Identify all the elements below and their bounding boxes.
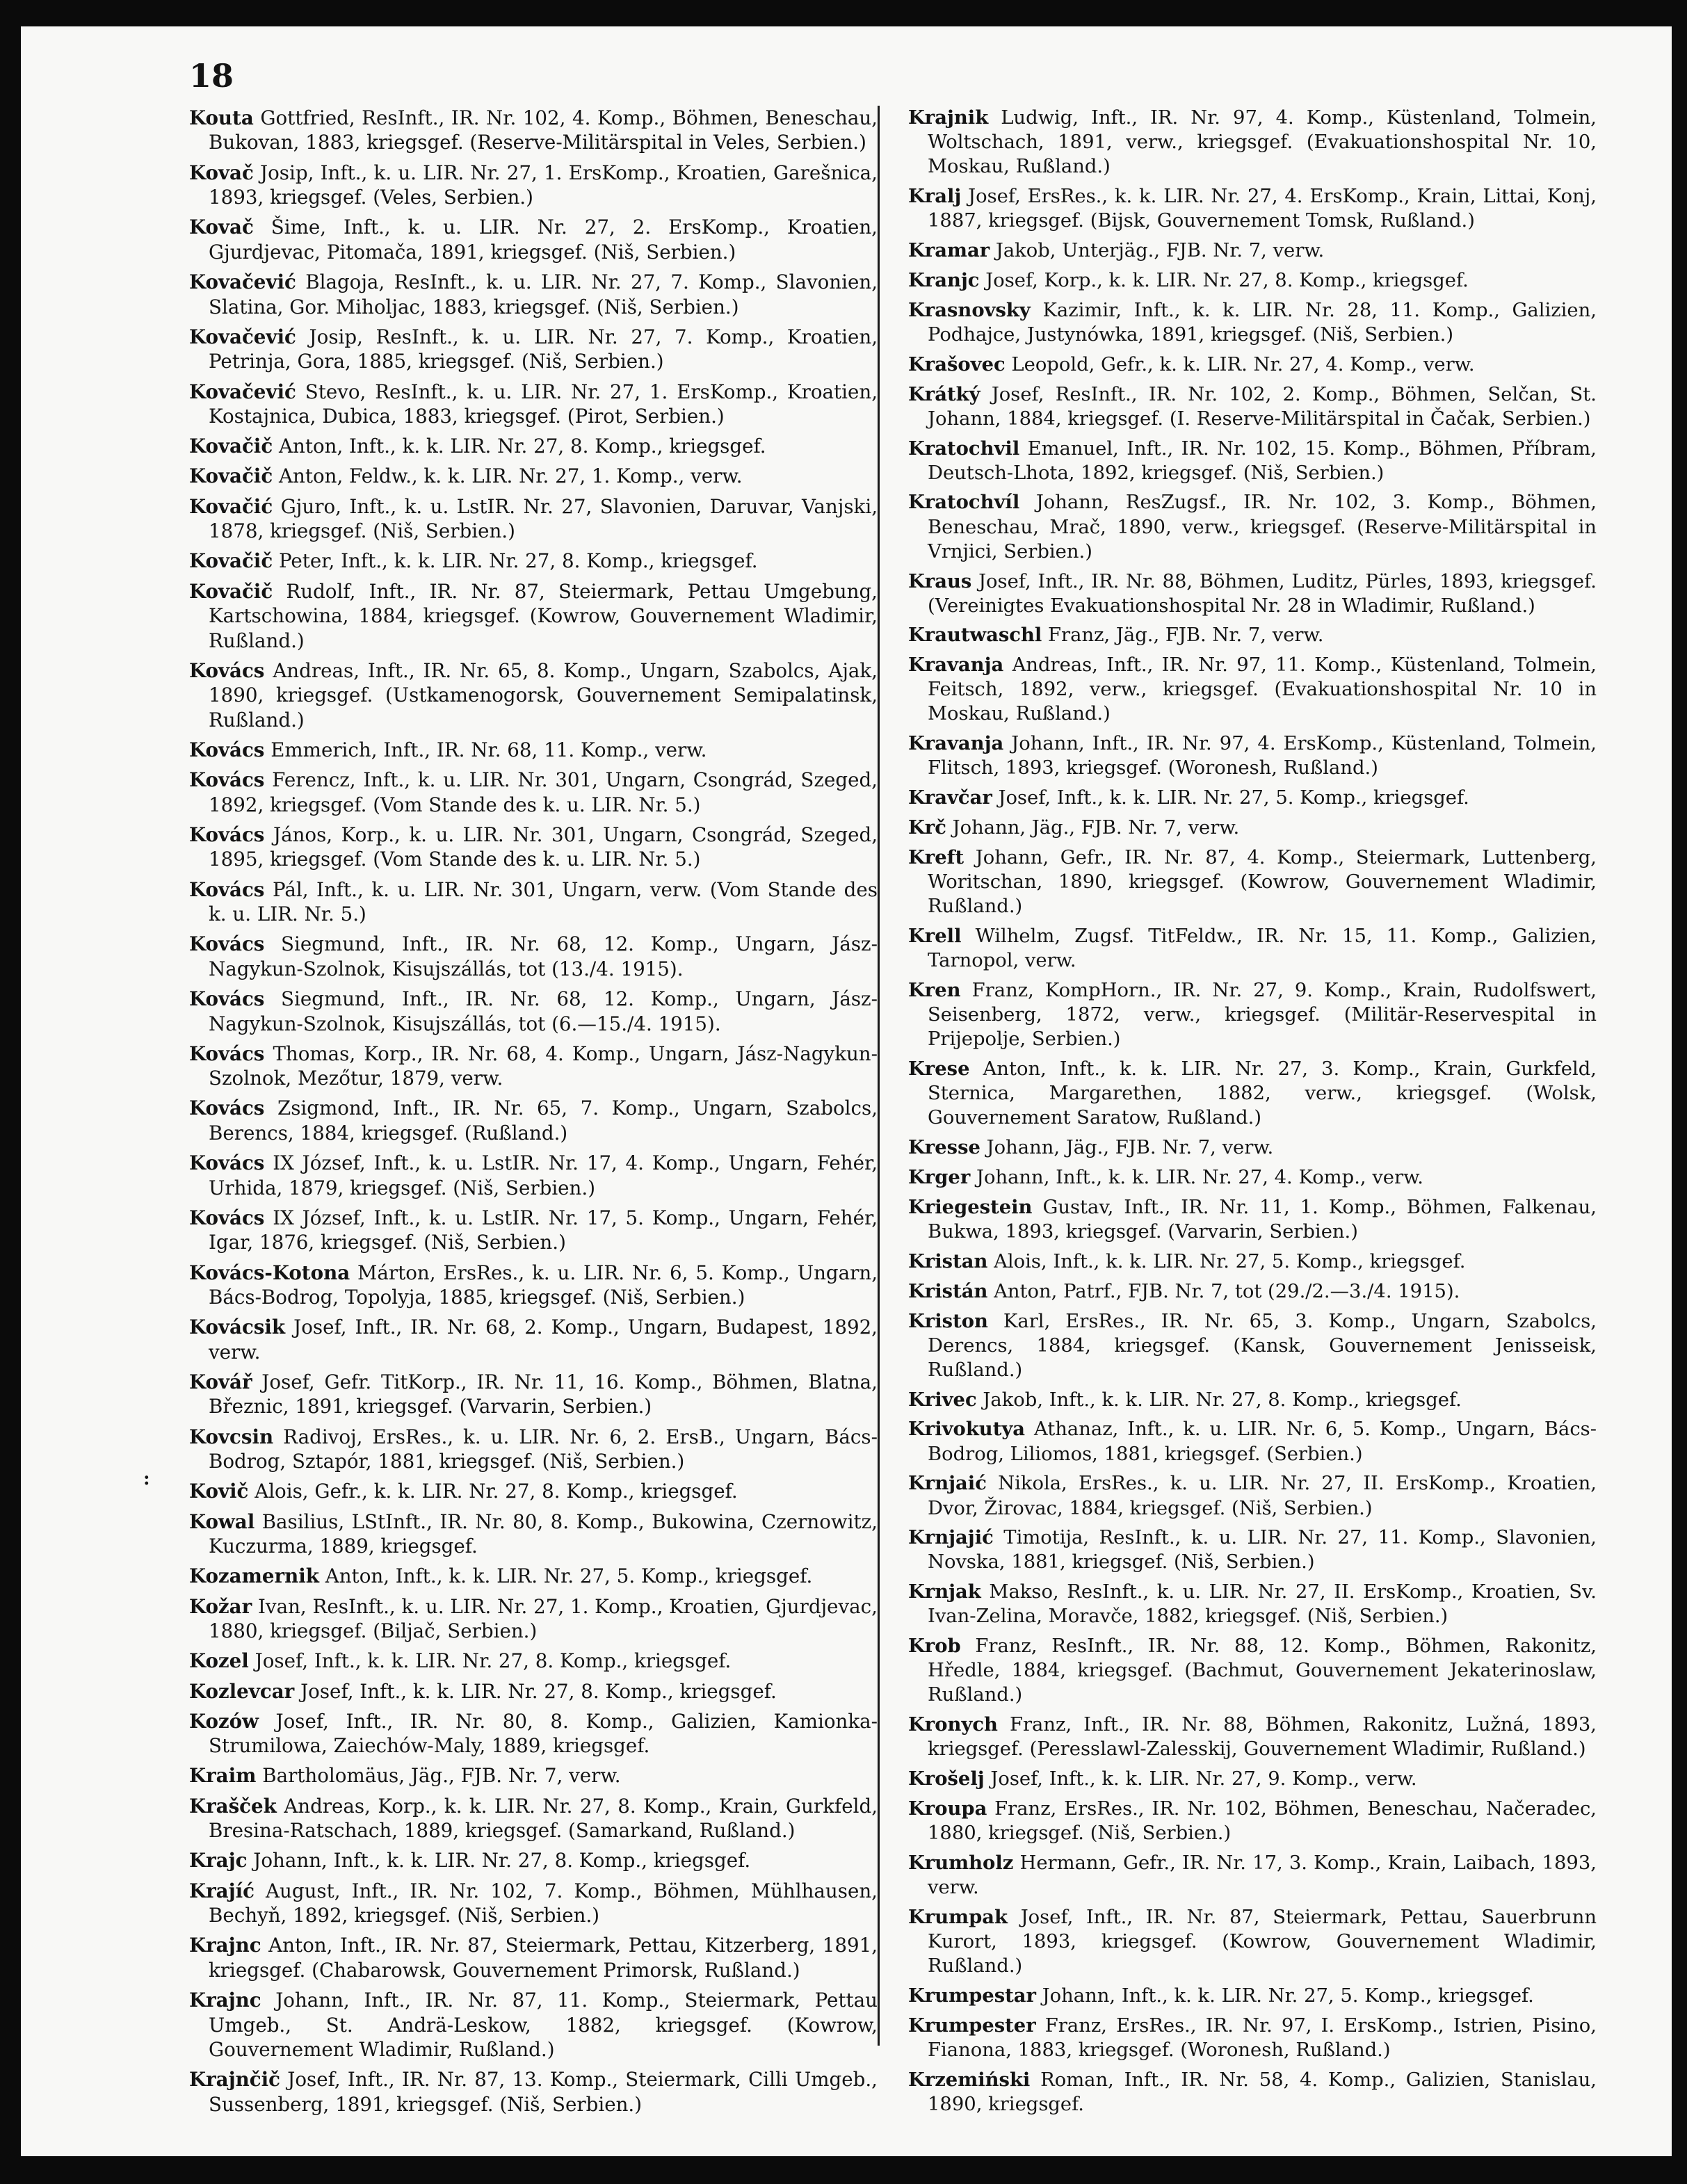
entry-surname: Kriegestein — [908, 1195, 1033, 1218]
entry-details: Emmerich, Inft., IR. Nr. 68, 11. Komp., verw. — [271, 738, 707, 761]
entry-surname: Kovačić — [189, 494, 273, 518]
scan-border-right — [1672, 0, 1687, 2184]
entry-details: Blagoja, ResInft., k. u. LIR. Nr. 27, 7. Komp., Slavonien, Slatina, Gor. Miholjac, 1883, kriegsgef. (Niš, Serbien.) — [209, 270, 878, 318]
entry-details: Basilius, LStInft., IR. Nr. 80, 8. Komp., Bukowina, Czernowitz, Kuczurma, 1889, kriegsgef. — [209, 1510, 878, 1558]
register-entry — [908, 1471, 1597, 1520]
entry-details: Radivoj, ErsRes., k. u. LIR. Nr. 6, 2. ErsB., Ungarn, Bács-Bodrog, Sztapór, 1881, kriegsgef. (Niš, Serbien.) — [209, 1425, 878, 1473]
entry-details: Anton, Inft., k. k. LIR. Nr. 27, 8. Komp., kriegsgef. — [279, 435, 766, 458]
entry-details: Pál, Inft., k. u. LIR. Nr. 301, Ungarn, verw. (Vom Stande des k. u. LIR. Nr. 5.) — [209, 877, 878, 926]
entry-surname: Kozel — [189, 1649, 249, 1673]
entry-surname: Krašovec — [908, 353, 1006, 375]
register-entry — [908, 786, 1597, 810]
register-entry — [189, 1988, 878, 2062]
entry-details: Kazimir, Inft., k. k. LIR. Nr. 28, 11. Komp., Galizien, Podhajce, Justynówka, 1891, kriegsgef. (Niš, Serbien.) — [928, 299, 1597, 346]
entry-details: Anton, Feldw., k. k. LIR. Nr. 27, 1. Komp., verw. — [279, 464, 743, 488]
register-entry — [189, 1479, 878, 1503]
entry-surname: Kovačič — [189, 579, 273, 603]
entry-surname: Kovács — [189, 823, 265, 846]
entry-surname: Krašček — [189, 1794, 277, 1818]
register-entry — [189, 1315, 878, 1364]
entry-surname: Krautwaschl — [908, 624, 1042, 647]
entry-surname: Kratochvíl — [908, 491, 1020, 514]
register-entry — [189, 932, 878, 981]
entry-surname: Kovačič — [189, 435, 273, 458]
entry-surname: Kozlevcar — [189, 1679, 295, 1703]
register-entry — [189, 434, 878, 458]
entry-details: Josef, Inft., IR. Nr. 87, Steiermark, Pettau, Sauerbrunn Kurort, 1893, kriegsgef. (Kowrow, Gouvernement Wladimir, Rußland.) — [928, 1907, 1597, 1977]
register-entry — [908, 978, 1597, 1051]
register-entry — [189, 768, 878, 817]
entry-details: Gjuro, Inft., k. u. LstIR. Nr. 27, Slavonien, Daruvar, Vanjski, 1878, kriegsgef. (Niš, Serbien.) — [209, 494, 878, 543]
entry-details: Franz, Jäg., FJB. Nr. 7, verw. — [1048, 624, 1324, 647]
entry-surname: Krob — [908, 1635, 961, 1658]
entry-surname: Kovič — [189, 1480, 249, 1503]
register-entry — [908, 653, 1597, 726]
register-entry — [908, 1713, 1597, 1761]
entry-details: Jakob, Inft., k. k. LIR. Nr. 27, 8. Komp., kriegsgef. — [983, 1389, 1462, 1411]
entry-details: Alois, Gefr., k. k. LIR. Nr. 27, 8. Komp., kriegsgef. — [255, 1480, 738, 1503]
entry-surname: Kristán — [908, 1279, 988, 1302]
entry-surname: Krger — [908, 1165, 971, 1188]
register-entry — [189, 1042, 878, 1091]
entry-details: Anton, Patrf., FJB. Nr. 7, tot (29./2.—3./4. 1915). — [994, 1280, 1460, 1302]
register-entry — [189, 106, 878, 155]
register-entry — [908, 298, 1597, 347]
register-entry — [908, 816, 1597, 840]
register-entry — [189, 161, 878, 210]
entry-details: Timotija, ResInft., k. u. LIR. Nr. 27, 11. Komp., Slavonien, Novska, 1881, kriegsgef. (Niš, Serbien.) — [928, 1527, 1597, 1574]
register-entry — [908, 1057, 1597, 1130]
scan-border-left — [0, 0, 21, 2184]
entry-surname: Kraim — [189, 1764, 257, 1788]
entry-details: Josip, Inft., k. u. LIR. Nr. 27, 1. ErsKomp., Kroatien, Garešnica, 1893, kriegsgef. (Veles, Serbien.) — [209, 161, 878, 209]
entry-details: Josef, Gefr. TitKorp., IR. Nr. 11, 16. Komp., Böhmen, Blatna, Březnic, 1891, kriegsgef. (Varvarin, Serbien.) — [209, 1370, 878, 1418]
entry-surname: Krumpester — [908, 2014, 1036, 2037]
entry-surname: Krošelj — [908, 1768, 985, 1790]
entry-details: Josef, ResInft., IR. Nr. 102, 2. Komp., Böhmen, Selčan, St. Johann, 1884, kriegsgef. (I. Reserve-Militärspital in Čačak, Serbien.) — [928, 383, 1597, 430]
entry-surname: Kozów — [189, 1709, 259, 1733]
register-entry — [189, 2067, 878, 2117]
entry-details: Anton, Inft., k. k. LIR. Nr. 27, 3. Komp., Krain, Gurkfeld, Sternica, Margarethen, 1882, verw., kriegsgef. (Wolsk, Gouvernement Saratow, Rußland.) — [928, 1058, 1597, 1129]
register-entry — [908, 846, 1597, 919]
entry-surname: Kovács — [189, 987, 265, 1011]
register-entry — [189, 215, 878, 264]
left-column — [189, 106, 878, 2122]
entry-details: Alois, Inft., k. k. LIR. Nr. 27, 5. Komp., kriegsgef. — [994, 1250, 1466, 1272]
entry-details: Johann, Jäg., FJB. Nr. 7, verw. — [952, 817, 1240, 839]
entry-details: Johann, Gefr., IR. Nr. 87, 4. Komp., Steiermark, Luttenberg, Woritschan, 1890, kriegsgef. (Kowrow, Gouvernement Wladimir, Rußland.) — [928, 847, 1597, 918]
entry-details: Wilhelm, Zugsf. TitFeldw., IR. Nr. 15, 11. Komp., Galizien, Tarnopol, verw. — [928, 925, 1597, 972]
entry-details: Ludwig, Inft., IR. Nr. 97, 4. Komp., Küstenland, Tolmein, Woltschach, 1891, verw., kriegsgef. (Evakuationshospital Nr. 10, Moskau, Rußland.) — [928, 107, 1597, 178]
entry-surname: Kovács — [189, 1097, 265, 1120]
entry-details: Franz, ErsRes., IR. Nr. 102, Böhmen, Beneschau, Načeradec, 1880, kriegsgef. (Niš, Serbien.) — [928, 1798, 1597, 1845]
register-entry — [189, 1261, 878, 1310]
entry-details: Josef, Inft., k. k. LIR. Nr. 27, 8. Komp., kriegsgef. — [300, 1679, 777, 1703]
register-entry — [189, 1425, 878, 1474]
entry-details: Johann, Jäg., FJB. Nr. 7, verw. — [986, 1137, 1274, 1159]
register-entry — [189, 1564, 878, 1588]
entry-details: Franz, KompHorn., IR. Nr. 27, 9. Komp., Krain, Rudolfswert, Seisenberg, 1872, verw., kriegsgef. (Militär-Reservespital in Prijepolje, Serbien.) — [928, 980, 1597, 1051]
entry-details: Josef, Inft., IR. Nr. 80, 8. Komp., Galizien, Kamionka-Strumilowa, Zaiechów-Maly, 1889, kriegsgef. — [209, 1709, 878, 1758]
entry-surname: Krnjaić — [908, 1472, 987, 1495]
entry-surname: Kovačević — [189, 270, 296, 294]
entry-surname: Kovács — [189, 932, 265, 956]
entry-surname: Krč — [908, 816, 946, 839]
entry-details: IX József, Inft., k. u. LstIR. Nr. 17, 5. Komp., Ungarn, Fehér, Igar, 1876, kriegsgef. (Niš, Serbien.) — [209, 1206, 878, 1254]
register-entry — [189, 1933, 878, 1982]
entry-details: Stevo, ResInft., k. u. LIR. Nr. 27, 1. ErsKomp., Kroatien, Kostajnica, Dubica, 1883, kriegsgef. (Pirot, Serbien.) — [209, 380, 878, 428]
entry-details: Anton, Inft., k. k. LIR. Nr. 27, 5. Komp., kriegsgef. — [325, 1564, 813, 1588]
entry-details: Ferencz, Inft., k. u. LIR. Nr. 301, Ungarn, Csongrád, Szeged, 1892, kriegsgef. (Vom Stande des k. u. LIR. Nr. 5.) — [209, 768, 878, 816]
register-entry — [908, 1984, 1597, 2008]
entry-details: Siegmund, Inft., IR. Nr. 68, 12. Komp., Ungarn, Jász-Nagykun-Szolnok, Kisujszállás, tot (13./4. 1915). — [209, 932, 878, 980]
register-entry — [908, 1135, 1597, 1160]
entry-surname: Kravčar — [908, 786, 992, 809]
entry-surname: Kouta — [189, 106, 254, 129]
entry-surname: Krajc — [189, 1849, 248, 1872]
register-entry — [189, 549, 878, 573]
entry-surname: Krzemiński — [908, 2068, 1031, 2091]
entry-surname: Krnjak — [908, 1580, 981, 1603]
entry-surname: Kovács — [189, 658, 265, 682]
register-entry — [189, 325, 878, 374]
entry-details: Josef, Korp., k. k. LIR. Nr. 27, 8. Komp., kriegsgef. — [985, 269, 1469, 291]
entry-details: Bartholomäus, Jäg., FJB. Nr. 7, verw. — [262, 1764, 621, 1788]
register-entry — [908, 1249, 1597, 1274]
entry-details: Márton, ErsRes., k. u. LIR. Nr. 6, 5. Komp., Ungarn, Bács-Bodrog, Topolyja, 1885, kriegsgef. (Niš, Serbien.) — [209, 1261, 878, 1309]
entry-details: Leopold, Gefr., k. k. LIR. Nr. 27, 4. Komp., verw. — [1011, 353, 1475, 375]
entry-details: Ivan, ResInft., k. u. LIR. Nr. 27, 1. Komp., Kroatien, Gjurdjevac, 1880, kriegsgef. (Biljač, Serbien.) — [209, 1594, 878, 1643]
register-entry — [908, 106, 1597, 179]
entry-details: Josip, ResInft., k. u. LIR. Nr. 27, 7. Komp., Kroatien, Petrinja, Gora, 1885, kriegsgef. (Niš, Serbien.) — [209, 325, 878, 373]
margin-mark: : — [143, 1469, 150, 1489]
register-entry — [189, 464, 878, 488]
entry-details: Josef, Inft., k. k. LIR. Nr. 27, 8. Komp., kriegsgef. — [255, 1649, 732, 1673]
entry-details: Gustav, Inft., IR. Nr. 11, 1. Komp., Böhmen, Falkenau, Bukwa, 1893, kriegsgef. (Varvarin, Serbien.) — [928, 1196, 1597, 1243]
entry-details: János, Korp., k. u. LIR. Nr. 301, Ungarn, Csongrád, Szeged, 1895, kriegsgef. (Vom Stande des k. u. LIR. Nr. 5.) — [209, 823, 878, 871]
register-entry — [908, 623, 1597, 647]
register-entry — [189, 1206, 878, 1255]
register-entry — [189, 658, 878, 732]
register-entry — [189, 380, 878, 429]
entry-surname: Kovács — [189, 738, 265, 761]
register-entry — [189, 877, 878, 927]
register-entry — [189, 494, 878, 544]
entry-surname: Kreft — [908, 846, 964, 869]
column-divider — [878, 106, 880, 2046]
entry-details: Jakob, Unterjäg., FJB. Nr. 7, verw. — [995, 239, 1325, 261]
entry-surname: Kovačević — [189, 380, 296, 403]
entry-surname: Kovácsik — [189, 1316, 286, 1339]
entry-details: August, Inft., IR. Nr. 102, 7. Komp., Böhmen, Mühlhausen, Bechyň, 1892, kriegsgef. (Niš, Serbien.) — [209, 1879, 878, 1927]
entry-details: Johann, Inft., k. k. LIR. Nr. 27, 4. Komp., verw. — [976, 1166, 1423, 1188]
entry-details: Johann, Inft., IR. Nr. 97, 4. ErsKomp., Küstenland, Tolmein, Flitsch, 1893, kriegsgef. (Woronesh, Rußland.) — [928, 733, 1597, 779]
register-entry — [189, 738, 878, 762]
entry-details: Josef, Inft., k. k. LIR. Nr. 27, 5. Komp., kriegsgef. — [998, 787, 1469, 809]
entry-surname: Krivokutya — [908, 1418, 1026, 1441]
entry-details: IX József, Inft., k. u. LstIR. Nr. 17, 4. Komp., Ungarn, Fehér, Urhida, 1879, kriegsgef. (Niš, Serbien.) — [209, 1151, 878, 1199]
entry-surname: Kristan — [908, 1249, 988, 1272]
entry-surname: Kovačič — [189, 464, 273, 488]
entry-surname: Kramar — [908, 238, 990, 261]
register-entry — [189, 1510, 878, 1559]
register-entry — [189, 1763, 878, 1788]
register-entry — [908, 1526, 1597, 1574]
entry-surname: Kovács-Kotona — [189, 1261, 350, 1284]
entry-surname: Kovačević — [189, 325, 296, 348]
entry-surname: Kovač — [189, 161, 254, 184]
register-entry — [908, 1165, 1597, 1190]
entry-surname: Kozamernik — [189, 1564, 319, 1588]
page-number: 18 — [189, 57, 234, 95]
entry-surname: Kraus — [908, 569, 972, 592]
entry-details: Karl, ErsRes., IR. Nr. 65, 3. Komp., Ungarn, Szabolcs, Derencs, 1884, kriegsgef. (Kansk, Gouvernement Jenisseisk, Rußland.) — [928, 1310, 1597, 1381]
entry-details: Josef, Inft., IR. Nr. 87, 13. Komp., Steiermark, Cilli Umgeb., Sussenberg, 1891, kriegsgef. (Niš, Serbien.) — [209, 2068, 878, 2116]
entry-details: Roman, Inft., IR. Nr. 58, 4. Komp., Galizien, Stanislau, 1890, kriegsgef. — [928, 2069, 1597, 2115]
entry-details: Johann, ResZugsf., IR. Nr. 102, 3. Komp., Böhmen, Beneschau, Mrač, 1890, verw., kriegsgef. (Reserve-Militärspital in Vrnjici, Serbien.) — [928, 492, 1597, 563]
entry-details: Franz, ErsRes., IR. Nr. 97, I. ErsKomp., Istrien, Pisino, Fianona, 1883, kriegsgef. (Woronesh, Rußland.) — [928, 2014, 1597, 2062]
register-entry — [908, 1767, 1597, 1791]
register-entry — [189, 1151, 878, 1200]
entry-surname: Krajnc — [189, 1989, 261, 2012]
register-entry — [189, 1848, 878, 1872]
register-entry — [189, 1794, 878, 1843]
register-entry — [189, 1096, 878, 1145]
register-entry — [189, 270, 878, 319]
entry-surname: Kovács — [189, 1151, 265, 1175]
entry-surname: Kronych — [908, 1713, 998, 1736]
register-entry — [908, 238, 1597, 263]
register-entry — [908, 1388, 1597, 1412]
register-entry — [189, 579, 878, 653]
entry-surname: Krátký — [908, 382, 980, 405]
entry-surname: Kowal — [189, 1510, 255, 1533]
entry-details: Zsigmond, Inft., IR. Nr. 65, 7. Komp., Ungarn, Szabolcs, Berencs, 1884, kriegsgef. (Rußland.) — [209, 1097, 878, 1144]
register-entry — [908, 1905, 1597, 1978]
entry-details: Franz, Inft., IR. Nr. 88, Böhmen, Rakonitz, Lužná, 1893, kriegsgef. (Peresslawl-Zalesskij, Gouvernement Wladimir, Rußland.) — [928, 1714, 1597, 1761]
entry-surname: Krumpak — [908, 1906, 1008, 1929]
entry-surname: Krnjajić — [908, 1526, 994, 1549]
register-entry — [908, 1309, 1597, 1382]
entry-details: Josef, ErsRes., k. k. LIR. Nr. 27, 4. ErsKomp., Krain, Littai, Konj, 1887, kriegsgef. (Bijsk, Gouvernement Tomsk, Rußland.) — [928, 186, 1597, 232]
register-entry — [189, 1679, 878, 1704]
right-column — [908, 106, 1597, 2122]
register-entry — [189, 1709, 878, 1758]
entry-details: Hermann, Gefr., IR. Nr. 17, 3. Komp., Krain, Laibach, 1893, verw. — [928, 1852, 1597, 1899]
entry-details: Šime, Inft., k. u. LIR. Nr. 27, 2. ErsKomp., Kroatien, Gjurdjevac, Pitomača, 1891, kriegsgef. (Niš, Serbien.) — [209, 216, 878, 264]
register-entry — [908, 490, 1597, 563]
register-entry — [908, 731, 1597, 780]
register-entry — [908, 2068, 1597, 2117]
entry-details: Emanuel, Inft., IR. Nr. 102, 15. Komp., Böhmen, Příbram, Deutsch-Lhota, 1892, kriegsgef. (Niš, Serbien.) — [928, 437, 1597, 484]
entry-details: Athanaz, Inft., k. u. LIR. Nr. 6, 5. Komp., Ungarn, Bács-Bodrog, Liliomos, 1881, kriegsgef. (Serbien.) — [928, 1418, 1597, 1465]
entry-surname: Krasnovsky — [908, 298, 1031, 321]
entry-surname: Krumholz — [908, 1852, 1014, 1875]
register-entry — [908, 2014, 1597, 2062]
entry-surname: Krajíć — [189, 1879, 255, 1902]
entry-details: Andreas, Inft., IR. Nr. 65, 8. Komp., Ungarn, Szabolcs, Ajak, 1890, kriegsgef. (Ustkamenogorsk, Gouvernement Semipalatinsk, Rußland.) — [209, 658, 878, 731]
scan-border-bottom — [0, 2156, 1687, 2184]
register-entry — [908, 353, 1597, 377]
entry-surname: Krumpestar — [908, 1984, 1036, 2007]
entry-details: Johann, Inft., k. k. LIR. Nr. 27, 8. Komp., kriegsgef. — [253, 1849, 751, 1872]
entry-details: Andreas, Inft., IR. Nr. 97, 11. Komp., Küstenland, Tolmein, Feitsch, 1892, verw., kriegsgef. (Evakuationshospital Nr. 10 in Moskau, Rußland.) — [928, 654, 1597, 725]
register-entry — [908, 1279, 1597, 1304]
entry-details: Rudolf, Inft., IR. Nr. 87, Steiermark, Pettau Umgebung, Kartschowina, 1884, kriegsgef. (Kowrow, Gouvernement Wladimir, Rußland.) — [209, 579, 878, 652]
register-entry — [908, 382, 1597, 431]
entry-surname: Kratochvil — [908, 437, 1020, 460]
register-entry — [908, 1851, 1597, 1900]
register-entry — [908, 569, 1597, 618]
register-entry — [908, 1580, 1597, 1628]
register-entry — [908, 1195, 1597, 1244]
entry-details: Nikola, ErsRes., k. u. LIR. Nr. 27, II. ErsKomp., Kroatien, Dvor, Žirovac, 1884, kriegsgef. (Niš, Serbien.) — [928, 1473, 1597, 1519]
entry-details: Andreas, Korp., k. k. LIR. Nr. 27, 8. Komp., Krain, Gurkfeld, Bresina-Ratschach, 1889, kriegsgef. (Samarkand, Rußland.) — [209, 1794, 878, 1843]
entry-details: Anton, Inft., IR. Nr. 87, Steiermark, Pettau, Kitzerberg, 1891, kriegsgef. (Chabarowsk, Gouvernement Primorsk, Rußland.) — [209, 1934, 878, 1982]
entry-details: Gottfried, ResInft., IR. Nr. 102, 4. Komp., Böhmen, Beneschau, Bukovan, 1883, kriegsgef. (Reserve-Militärspital in Veles, Serbien.) — [209, 106, 878, 154]
entry-details: Johann, Inft., k. k. LIR. Nr. 27, 5. Komp., kriegsgef. — [1042, 1985, 1534, 2007]
entry-details: Thomas, Korp., IR. Nr. 68, 4. Komp., Ungarn, Jász-Nagykun-Szolnok, Mezőtur, 1879, verw. — [209, 1042, 878, 1090]
entry-surname: Kravanja — [908, 732, 1004, 755]
entry-surname: Kovács — [189, 877, 265, 901]
entry-surname: Kovács — [189, 1042, 265, 1065]
register-entry — [908, 1634, 1597, 1707]
entry-surname: Krajnik — [908, 106, 989, 129]
entry-surname: Kresse — [908, 1136, 980, 1159]
entry-surname: Krese — [908, 1058, 970, 1081]
register-entry — [189, 1879, 878, 1928]
entry-details: Siegmund, Inft., IR. Nr. 68, 12. Komp., Ungarn, Jász-Nagykun-Szolnok, Kisujszállás, tot (6.—15./4. 1915). — [209, 987, 878, 1035]
entry-surname: Kranjc — [908, 268, 980, 291]
entry-details: Johann, Inft., IR. Nr. 87, 11. Komp., Steiermark, Pettau Umgeb., St. Andrä-Leskow, 1882, kriegsgef. (Kowrow, Gouvernement Wladimir, Rußland.) — [209, 1989, 878, 2061]
entry-surname: Kroupa — [908, 1797, 987, 1820]
register-entry — [189, 987, 878, 1036]
register-entry — [908, 924, 1597, 973]
entry-details: Josef, Inft., k. k. LIR. Nr. 27, 9. Komp., verw. — [990, 1768, 1417, 1790]
register-entry — [189, 1594, 878, 1644]
scan-border-top — [0, 0, 1687, 26]
entry-surname: Kravanja — [908, 654, 1004, 677]
entry-surname: Kovačič — [189, 549, 273, 573]
entry-surname: Krajnc — [189, 1934, 261, 1957]
register-entry — [908, 184, 1597, 233]
entry-details: Peter, Inft., k. k. LIR. Nr. 27, 8. Komp., kriegsgef. — [279, 549, 758, 573]
entry-surname: Krajnčič — [189, 2068, 280, 2092]
entry-details: Josef, Inft., IR. Nr. 68, 2. Komp., Ungarn, Budapest, 1892, verw. — [209, 1316, 878, 1364]
entry-surname: Kralj — [908, 185, 962, 208]
register-entry — [908, 1417, 1597, 1466]
entry-surname: Kovács — [189, 1206, 265, 1229]
entry-surname: Krivec — [908, 1388, 977, 1411]
entry-surname: Kovcsin — [189, 1425, 274, 1448]
entry-surname: Kovář — [189, 1370, 252, 1393]
entry-details: Makso, ResInft., k. u. LIR. Nr. 27, II. ErsKomp., Kroatien, Sv. Ivan-Zelina, Moravče, 1882, kriegsgef. (Niš, Serbien.) — [928, 1581, 1597, 1628]
entry-surname: Kovács — [189, 768, 265, 792]
entry-surname: Kren — [908, 979, 961, 1002]
register-entry — [189, 823, 878, 872]
register-entry — [189, 1649, 878, 1673]
register-entry — [189, 1370, 878, 1419]
entry-surname: Krell — [908, 925, 962, 948]
entry-surname: Kriston — [908, 1309, 988, 1332]
register-entry — [908, 437, 1597, 485]
register-entry — [908, 268, 1597, 293]
entry-details: Josef, Inft., IR. Nr. 88, Böhmen, Luditz, Pürles, 1893, kriegsgef. (Vereinigtes Evakuationshospital Nr. 28 in Wladimir, Rußland.) — [928, 570, 1597, 617]
entry-surname: Kovač — [189, 216, 254, 239]
register-entry — [908, 1797, 1597, 1845]
entry-surname: Kožar — [189, 1594, 252, 1618]
entry-details: Franz, ResInft., IR. Nr. 88, 12. Komp., Böhmen, Rakonitz, Hředle, 1884, kriegsgef. (Bachmut, Gouvernement Jekaterinoslaw, Rußland.) — [928, 1635, 1597, 1706]
